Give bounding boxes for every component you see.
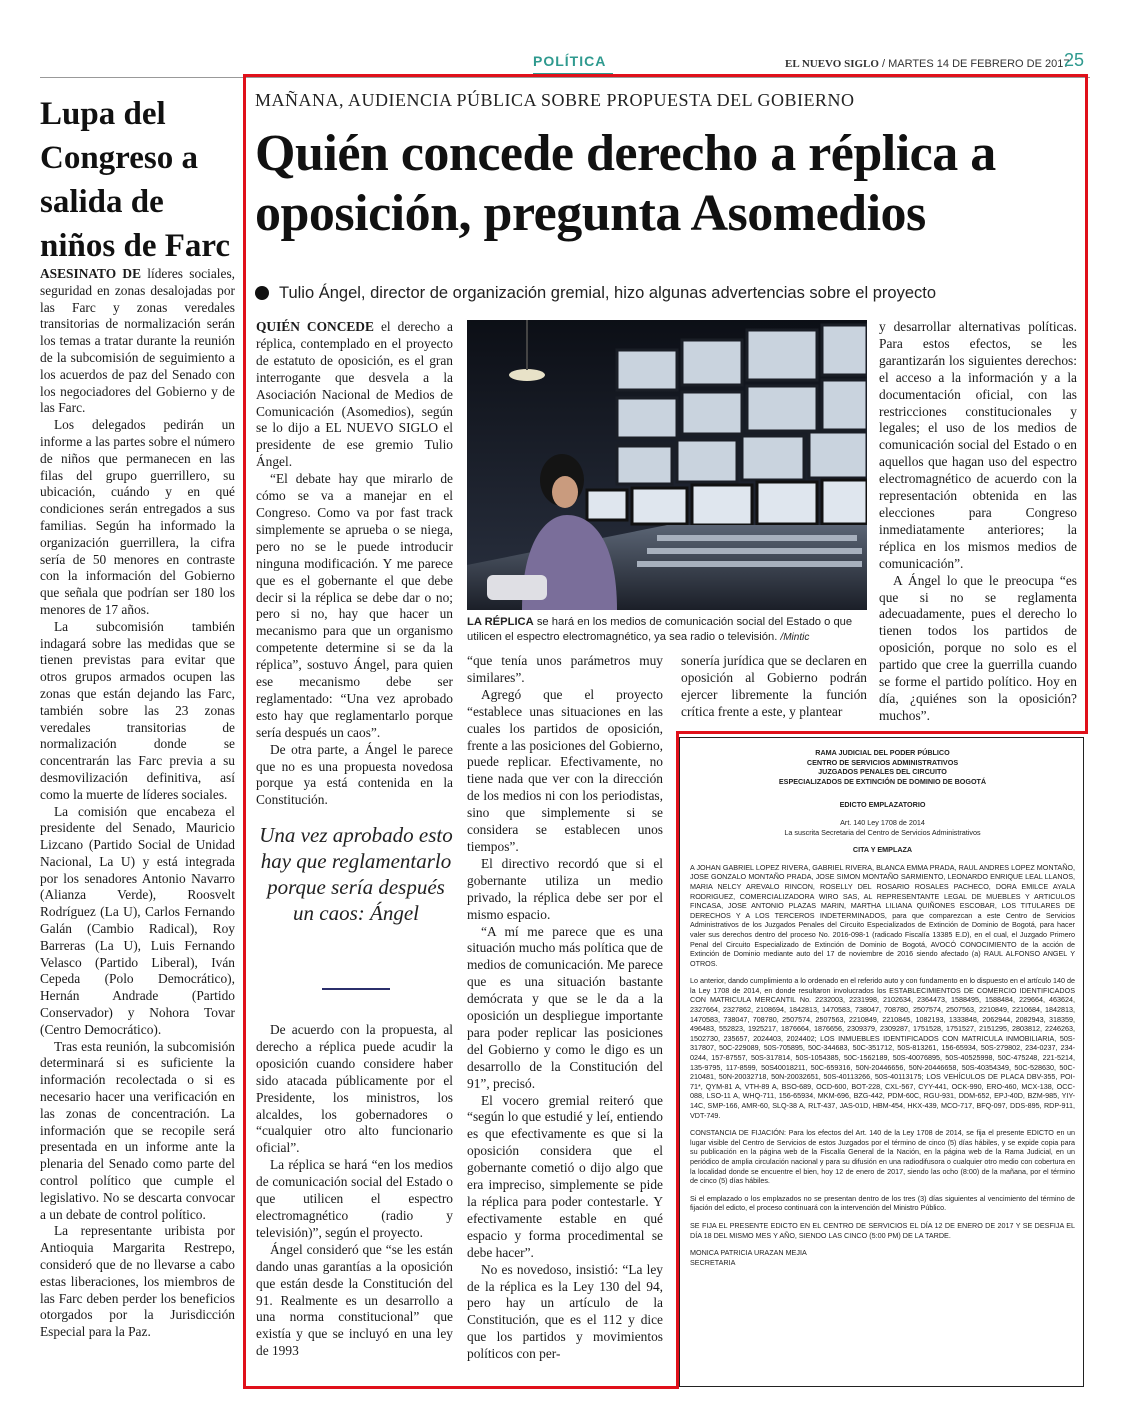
article-lead: QUIÉN CONCEDE xyxy=(256,319,374,334)
photo-illustration xyxy=(467,320,867,610)
edict-header-line: RAMA JUDICIAL DEL PODER PÚBLICO xyxy=(815,748,950,757)
article-deck: Tulio Ángel, director de organización gremial, hizo algunas advertencias sobre el proyecto xyxy=(255,284,936,303)
article-paragraph: QUIÉN CONCEDE el derecho a réplica, contemplado en el proyecto de estatuto de oposición, es el gran interrogante que desvela a la Asociación Nacional de Medios de Comunicación (Asomedios), según se lo dijo a EL NUEVO SIGLO el presidente de ese gremio Tulio Ángel. xyxy=(256,319,453,470)
control-room-photo xyxy=(467,320,867,610)
page-number: 25 xyxy=(1064,50,1085,70)
edict-paragraph: SE FIJA EL PRESENTE EDICTO EN EL CENTRO DE SERVICIOS EL DÍA 12 DE ENERO DE 2017 Y SE DESFIJA EL DÍA 18 DEL MISMO MES Y AÑO, SIENDO LAS CINCO (5:00 PM) DE LA TARDE. xyxy=(690,1220,1075,1240)
article-paragraph: y desarrollar alternativas políticas. Para estos efectos, se les garantizarán los siguientes derechos: el acceso a la información y a la documentación oficial, con las restricciones constitucionales y legales; el uso de los medios de comunicación social del Estado o en aquellos que hagan uso del espectro electromagnético de acuerdo con la representación obtenida en las elecciones para Congreso inmediatamente anteriores; la réplica en los mismos medios de comunicación”. xyxy=(879,319,1077,571)
sidebar-body xyxy=(40,266,235,1341)
article-paragraph: “que tenía unos parámetros muy similares”. xyxy=(467,653,663,685)
article-headline: Quién concede derecho a réplica a oposición, pregunta Asomedios xyxy=(255,125,996,242)
bullet-icon xyxy=(255,286,269,300)
sidebar-paragraph: La subcomisión también indagará sobre las medidas que se tienen previstas para evitar que otros grupos armados ocupen las zonas que están dejando las Farc, también sobre las 23 zonas veredales transitorias de normalización donde se concentrarán las Farc previa a su desmovilización definitiva, así como la muerte de líderes sociales. xyxy=(40,618,235,802)
article-kicker: MAÑANA, AUDIENCIA PÚBLICA SOBRE PROPUESTA DEL GOBIERNO xyxy=(255,90,855,110)
edict-cita: CITA Y EMPLAZA xyxy=(852,845,913,855)
pull-quote: Una vez aprobado esto hay que reglamentarlo porque sería después un caos: Ángel xyxy=(259,823,453,925)
edict-signer-role: SECRETARIA xyxy=(690,1257,736,1267)
section-label: POLÍTICA xyxy=(533,53,607,69)
article-paragraph: La réplica se hará “en los medios de comunicación social del Estado o que utilicen el espectro electromagnético (radio y televisión)”, según el proyecto. xyxy=(256,1157,453,1240)
sidebar-headline: Lupa del Congreso a salida de niños de Farc xyxy=(40,96,231,264)
article-paragraph: sonería jurídica que se declaren en oposición al Gobierno podrán ejercer libremente la función crítica frente a este, y plantear xyxy=(681,653,867,719)
edict-title: EDICTO EMPLAZATORIO xyxy=(839,800,926,810)
sidebar-lead: ASESINATO DE xyxy=(40,266,142,281)
edict-paragraph: Si el emplazado o los emplazados no se presentan dentro de los tres (3) días siguientes al vencimiento del término de fijación del edicto, el proceso continuará con la intervención del Ministro Público. xyxy=(690,1193,1075,1213)
edict-header-line: CENTRO DE SERVICIOS ADMINISTRATIVOS xyxy=(806,757,959,767)
article-paragraph: Ángel consideró que “se les están dando unas garantías a la oposición que están desde la Constitución del 91. Realmente es un desarrollo a una norma constitucional” que existía y que se incluyó en una ley de 1993 xyxy=(256,1241,453,1359)
edict-subtitle: Art. 140 Ley 1708 de 2014 xyxy=(840,817,925,827)
article-paragraph: A Ángel lo que le preocupa “es que si no se reglamenta adecuadamente, pues el derecho lo tienen todos los partidos de oposición, porque no solo es el partido que cree la guerrilla cuando se forme el partido político. Hoy en día, ¿quiénes son la oposición? muchos”. xyxy=(879,572,1077,723)
photo-credit: /Mintic xyxy=(780,632,810,643)
sidebar-paragraph: ASESINATO DE líderes sociales, seguridad en zonas desalojadas por las Farc y zonas veredales transitorias de normalización serán los temas a tratar durante la reunión de la subcomisión de seguimiento a los acuerdos de paz del Senado con los negociadores del Gobierno y de las Farc. xyxy=(40,266,235,416)
article-column-1-continued xyxy=(256,1022,453,1360)
article-column-1 xyxy=(256,319,453,809)
edict-header-line: JUZGADOS PENALES DEL CIRCUITO xyxy=(818,767,947,777)
article-column-3 xyxy=(681,653,867,721)
legal-edict xyxy=(690,748,1075,1267)
sidebar-paragraph: La comisión que encabeza el presidente del Senado, Mauricio Lizcano (Partido Social de Unidad Nacional, La U) y está integrada por los senadores Antonio Navarro (Alianza Verde), Roosvelt Rodríguez (La U), Carlos Fernando Galán (Cambio Radical), Roy Barreras (La U), Luis Fernando Velasco (Partido Liberal), Iván Cepeda (Polo Democrático), Hernán Andrade (Partido Conservador) y Nohora Tovar (Centro Democrático). xyxy=(40,803,235,1037)
paper-name: EL NUEVO SIGLO xyxy=(785,58,879,70)
edict-header-line: ESPECIALIZADOS DE EXTINCIÓN DE DOMINIO DE BOGOTÁ xyxy=(778,776,987,786)
highlight-frame-join xyxy=(676,731,1088,734)
article-paragraph: De otra parte, a Ángel le parece que no es una propuesta novedosa porque ya está contenida en la Constitución. xyxy=(256,741,453,808)
sidebar-paragraph: La representante uribista por Antioquia Margarita Restrepo, consideró que de no llevarse a cabo estas liberaciones, los miembros de las Farc deben perder los beneficios otorgados por la Jurisdicción Especial para la Paz. xyxy=(40,1223,235,1340)
article-paragraph: No es novedoso, insistió: “La ley de la réplica es la Ley 130 del 94, pero hay un artículo de la Constitución, que es el 112 y dice que los partidos y movimientos políticos con per- xyxy=(467,1261,663,1362)
sidebar-paragraph: Los delegados pedirán un informe a las partes sobre el número de niños que permanecen en las filas del grupo guerrillero, su ubicación, cuándo y en qué condiciones serán entregados a sus familias. Según ha informado la organización guerrillera, la cifra sería de 50 menores en contraste con la información del Gobierno que señala que podrían ser 180 los menores de 17 años. xyxy=(40,417,235,617)
article-paragraph: “A mí me parece que es una situación mucho más política que de medios de comunicación. Me parece que es una situación bastante demócrata y que se le da a la oposición un despliegue importante para poder replicar las posiciones del Gobierno y como le digo es un desarrollo de la Constitución del 91”, precisó. xyxy=(467,923,663,1091)
article-paragraph: De acuerdo con la propuesta, al derecho a réplica puede acudir la oposición cuando considere haber sido atacada públicamente por el Presidente, los ministros, los alcaldes, los gobernadores o “cualquier otro alto funcionario oficial”. xyxy=(256,1022,453,1156)
masthead xyxy=(785,58,1069,70)
article-paragraph: Agregó que el proyecto “establece unas situaciones en las cuales los partidos de oposición, frente a las posiciones del Gobierno, puede replicar. Efectivamente, no tiene nada que ver con la dirección de los medios ni con los periodistas, sino que simplemente si se considera se establecen unos tiempos”. xyxy=(467,686,663,854)
edict-paragraph: A JOHAN GABRIEL LOPEZ RIVERA, GABRIEL RIVERA, BLANCA EMMA PRADA, RAUL ANDRES LOPEZ MONTAÑO, JOSE GONZALO MONTAÑO PRADA, JOSE SIMON MONTAÑO SARMIENTO, LEONARDO ENRIQUE LEAL LLANOS, MARIA NELCY AREVALO RINCON, ROSELLY DEL ROSARIO ROSALES PACHECO, DORA EMILCE AYALA RODRIGUEZ, COMERCIALIZADORA WIRO SAS, AL REPRESENTANTE LEGAL DE MUEBLES Y ARTICULOS FINCASA, JOSE ANTONIO PLAZAS MARIN, MARTHA LILIANA QUIÑONES ESCOBAR, LOS TITULARES DE DERECHOS Y A LOS TERCEROS INDETERMINADOS, para que comparezcan a este Centro de Servicios Administrativos de los Juzgados Penales del Circuito Especializados de Extinción de Dominio de Bogotá, para hacer valer sus derechos dentro del proceso No. 2016-098-1 (radicado Fiscalía 13385 E.D), en el cual, el Juzgado Primero Penal del Circuito Especializado de Extinción de Dominio de Bogotá, AVOCÓ CONOCIMIENTO de la acción de Extinción de Dominio mediante auto del 17 de noviembre de 2016 siendo afectado (a) RAUL ALFONSO ANGEL Y OTROS. xyxy=(690,862,1075,968)
article-paragraph: El directivo recordó que si el gobernante utiliza un medio privado, la réplica debe ser por el mismo espacio. xyxy=(467,855,663,922)
edict-paragraph: Lo anterior, dando cumplimiento a lo ordenado en el referido auto y con fundamento en lo dispuesto en el artículo 140 de la Ley 1708 de 2014, en donde resultaron involucrados los ESTABLECIMIENTOS DE COMERCIO IDENTIFICADOS CON MATRICULA MERCANTIL No. 2232003, 2231998, 2102634, 2364473, 1588495, 1588484, 229664, 463624, 2327664, 2327862, 2108694, 1842813, 1470583, 738047, 708780, 2507574, 2507563, 2210849, 2210684, 1842813, 1470583, 738047, 708780, 2507574, 2507563, 2210849, 2210845, 1082193, 1333848, 2062944, 2082943, 318359, 496483, 552823, 1925217, 1876664, 1876656, 2309379, 2309287, 1751528, 1751527, 2151295, 2803812, 2246263, 1502730, 235657, 2024403, 2024402; LOS INMUEBLES IDENTIFICADOS CON MATRICULA INMOBILIARIA, 50S-317807, 50C-229089, 50S-705895, 50C-344683, 50C-351712, 50S-813261, 156-65934, 50S-279802, 234-0237, 234-0244, 157-87557, 50S-317814, 50S-1054385, 50C-1562189, 50S-40076895, 50S-40525998, 50C-475248, 221-5214, 135-9795, 117-8599, 50S40018211, 50C-659316, 50N-20446656, 50N-20446658, 50S-40354349, 50C-528630, 50C-210481, 50N-20032718, 50N-20032651, 50S-40113266, 50S-40113175; LOS VEHÍCULOS DE PLACA DBV-355, POI-71*, QYM-81 A, VTH-89 A, BSO-689, OCD-600, BOT-228, CXL-567, CYY-441, OCK-990, ERO-460, MCX-138, OCC-088, LSO-11 A, WHQ-711, 156-65934, MKM-696, BZG-442, PDM-60C, RGU-931, DDM-652, EPJ-40D, BZM-985, YIY-14C, SMP-166, AMR-60, SLQ-38 A, RLT-437, JAS-01D, HBM-454, HKX-439, MCO-717, BFQ-097, DDS-895, RDP-911, VDT-749. xyxy=(690,976,1075,1120)
edict-subtitle: La suscrita Secretaria del Centro de Servicios Administrativos xyxy=(784,827,981,837)
article-column-2 xyxy=(467,653,663,1363)
issue-date: / MARTES 14 DE FEBRERO DE 2017 xyxy=(881,58,1070,70)
article-column-4 xyxy=(879,319,1077,725)
pull-quote-rule xyxy=(322,988,390,990)
caption-lead: LA RÉPLICA xyxy=(467,616,534,628)
edict-paragraph: CONSTANCIA DE FIJACIÓN: Para los efectos del Art. 140 de la Ley 1708 de 2014, se fija el presente EDICTO en un lugar visible del Centro de Servicios de estos Juzgados por el término de cinco (5) días hábiles, y se expide copia para su publicación en la página web de la Fiscalía General de la Nación, en la página web de la Rama Judicial, en un periódico de amplia circulación nacional y para su difusión en una radiodifusora o cualquier otro medio con cobertura en la localidad donde se encuentre el bien, hoy 12 de enero de 2017, siendo las ocho (8:00) de la mañana, por el término de cinco (5) días hábiles. xyxy=(690,1128,1075,1186)
article-paragraph: “El debate hay que mirarlo de cómo se va a manejar en el Congreso. Como va por fast track simplemente se aprueba o se niega, pero no se le puede introducir ninguna modificación. Y me parece que es el gobernante el que debe decir si la réplica se debe dar o no; pero si no, hay que hacer un mecanismo para que un organismo competente determine si se da la réplica”, sostuvo Ángel, para quien ese mecanismo debe ser reglamentado: “Una vez aprobado esto hay que reglamentarlo porque sería después un caos”. xyxy=(256,471,453,740)
edict-signer: MONICA PATRICIA URAZAN MEJIA xyxy=(690,1248,807,1258)
sidebar-paragraph: Tras esta reunión, la subcomisión determinará si es suficiente la información recolectada o si es necesario hacer una verificación en las zonas de concentración. La información que se recopile será presentada en un informe ante la plenaria del Senado como parte del control político que cumple el legislativo. No se descarta convocar a un debate de control político. xyxy=(40,1038,235,1222)
article-paragraph: El vocero gremial reiteró que “según lo que estudié y leí, entiendo es que efectivamente es que si la oposición considera que el gobernante cometió o dijo algo que era impreciso, simplemente se pide la réplica para poder contestarle. Y efectivamente estable en qué espacio y forma procedimental se debe hacer”. xyxy=(467,1092,663,1260)
photo-caption: LA RÉPLICA se hará en los medios de comunicación social del Estado o que utilicen el espectro electromagnético, ya sea radio o televisión. /Mintic xyxy=(467,616,853,643)
